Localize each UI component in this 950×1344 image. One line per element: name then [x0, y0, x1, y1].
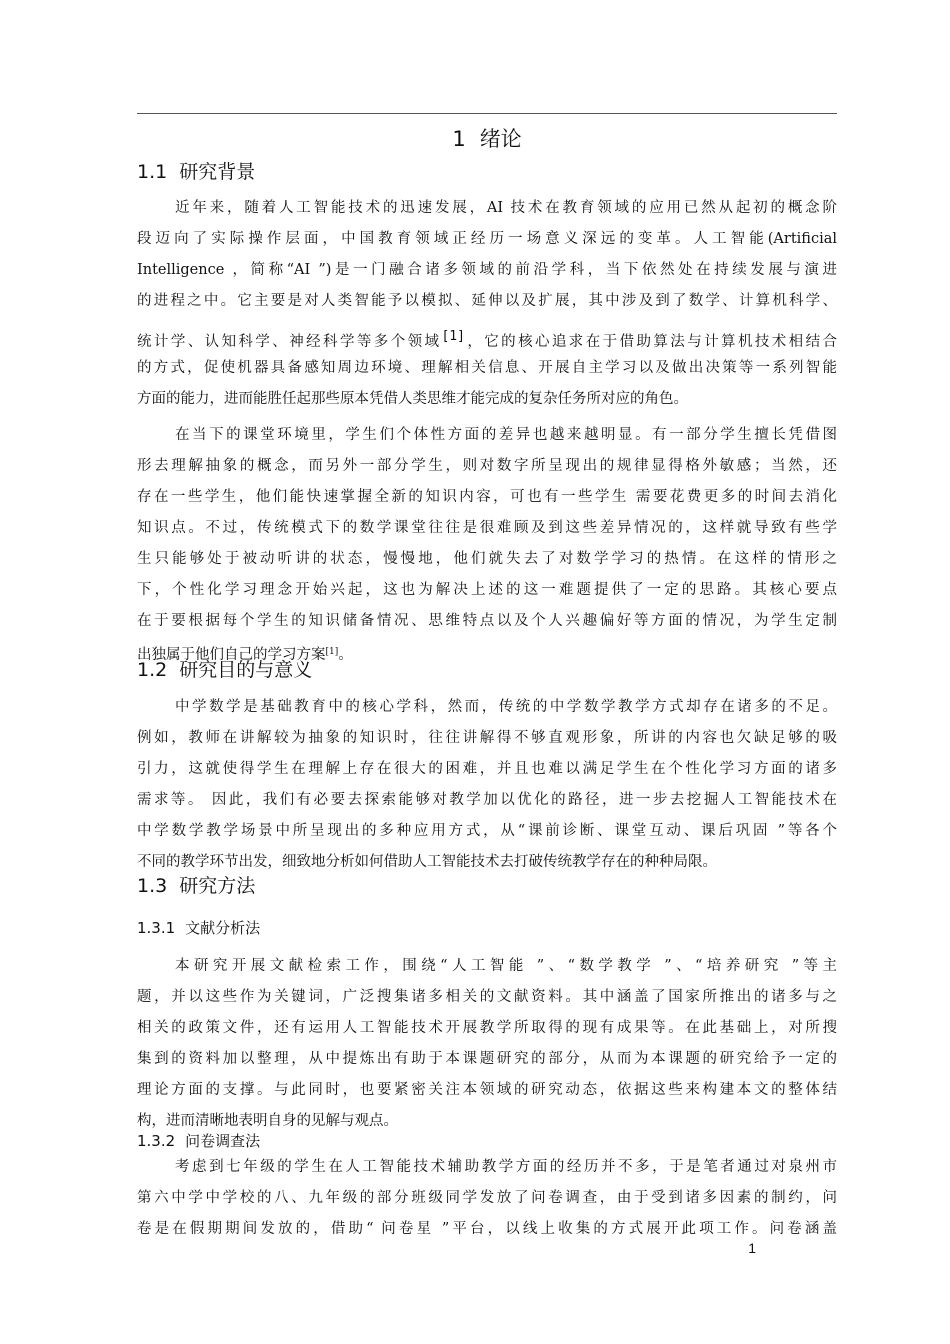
subsection-heading-1-3-2 [137, 1128, 837, 1154]
text-line: 近年来，随着人工智能技术的迅速发展，AI 技术在教育领域的应用已然从起初的概念阶 [175, 200, 837, 216]
text-line: 的方式，促使机器具备感知周边环境、理解相关信息、开展自主学习以及做出决策等一系列智能 [137, 360, 837, 376]
text-line: 相关的政策文件，还有运用人工智能技术开展教学所取得的现有成果等。在此基础上，对所搜 [137, 1020, 837, 1036]
section-heading-1-1 [137, 157, 837, 187]
text-line: 不同的教学环节出发，细致地分析如何借助人工智能技术去打破传统教学存在的种种局限。 [137, 854, 717, 870]
section-number: 1.3 [137, 875, 168, 897]
section-number: 1.1 [137, 161, 168, 183]
page-number: 1 [748, 1240, 756, 1256]
text-line: 本研究开展文献检索工作，围绕“人工智能 ”、“数学教学 ”、“培养研究 ”等主 [175, 958, 837, 974]
text-line: 下，个性化学习理念开始兴起，这也为解决上述的这一难题提供了一定的思路。其核心要点 [137, 582, 837, 598]
text-line: 中学数学是基础教育中的核心学科，然而，传统的中学数学教学方式却存在诸多的不足。 [175, 699, 837, 715]
text-line: 卷是在假期期间发放的，借助“ 问卷星 ”平台，以线上收集的方式展开此项工作。问卷涵盖 [137, 1221, 837, 1237]
citation-ref: [1] [325, 647, 339, 657]
subsection-title: 文献分析法 [185, 919, 261, 937]
paragraph-questionnaire [137, 1152, 837, 1245]
text-fragment: ，它的核心追求在于借助算法与计算机技术相结合 [464, 334, 837, 350]
chapter-heading [137, 122, 837, 156]
subsection-title: 问卷调查法 [185, 1132, 261, 1150]
subsection-heading-1-3-1 [137, 915, 837, 941]
text-line: 第六中学中学校的八、九年级的部分班级同学发放了问卷调查，由于受到诸多因素的制约，问 [137, 1190, 837, 1206]
text-line [137, 317, 837, 353]
text-line: 方面的能力，进而能胜任起那些原本凭借人类思维才能完成的复杂任务所对应的角色。 [137, 391, 688, 407]
citation-ref: [1] [441, 329, 465, 344]
text-line: 题，并以这些作为关键词，广泛搜集诸多相关的文献资料。其中涵盖了国家所推出的诸多与之 [137, 989, 837, 1005]
text-line: 存在一些学生，他们能快速掌握全新的知识内容，可也有一些学生 需要花费更多的时间去消化 [137, 489, 837, 505]
text-fragment: 。 [338, 647, 353, 663]
text-line: 需求等。 因此，我们有必要去探索能够对教学加以优化的路径，进一步去挖掘人工智能技术在 [137, 792, 837, 808]
text-line: 的进程之中。它主要是对人类智能予以模拟、延伸以及扩展，其中涉及到了数学、计算机科学、 [137, 293, 837, 309]
text-line: 集到的资料加以整理，从中提炼出有助于本课题研究的部分，从而为本课题的研究给予一定的 [137, 1051, 837, 1067]
section-title: 研究背景 [179, 161, 256, 183]
paragraph-background-1 [137, 193, 837, 415]
text-line: 形去理解抽象的概念，而另外一部分学生，则对数字所呈现出的规律显得格外敏感；当然，还 [137, 458, 837, 474]
text-line: 知识点。不过，传统模式下的数学课堂往往是很难顾及到这些差异情况的，这样就导致有些学 [137, 520, 837, 536]
chapter-number: 1 [452, 127, 466, 151]
text-line: 理论方面的支撑。与此同时，也要紧密关注本领域的研究动态，依据这些来构建本文的整体结 [137, 1082, 837, 1098]
text-line: Intelligence ，简称“AI ”)是一门融合诸多领域的前沿学科，当下依然处在持续发展与演进 [137, 262, 837, 278]
section-title: 研究方法 [179, 875, 256, 897]
text-fragment: 出独属于他们自己的学习方案 [137, 647, 326, 663]
text-line: 例如，教师在讲解较为抽象的知识时，往往讲解得不够直观形象，所讲的内容也欠缺足够的吸 [137, 730, 837, 746]
section-title: 研究目的与意义 [179, 659, 313, 681]
text-line: 构，进而清晰地表明自身的见解与观点。 [137, 1113, 398, 1129]
paragraph-background-2 [137, 420, 837, 668]
subsection-number: 1.3.1 [137, 919, 176, 937]
paragraph-purpose [137, 692, 837, 878]
subsection-number: 1.3.2 [137, 1132, 176, 1150]
chapter-title: 绪论 [479, 127, 522, 151]
text-line: 在于要根据每个学生的知识储备情况、思维特点以及个人兴趣偏好等方面的情况，为学生定制 [137, 613, 837, 629]
text-line: 考虑到七年级的学生在人工智能技术辅助教学方面的经历并不多，于是笔者通过对泉州市 [175, 1159, 837, 1175]
text-line: 中学数学教学场景中所呈现出的多种应用方式，从“课前诊断、课堂互动、课后巩固 ”等各个 [137, 823, 837, 839]
paragraph-literature [137, 951, 837, 1137]
text-line: 在当下的课堂环境里，学生们个体性方面的差异也越来越明显。有一部分学生擅长凭借图 [175, 427, 837, 443]
text-fragment: 统计学、认知科学、神经科学等多个领域 [137, 334, 442, 350]
section-heading-1-3 [137, 871, 837, 901]
text-line: 生只能够处于被动听讲的状态，慢慢地，他们就失去了对数学学习的热情。在这样的情形之 [137, 551, 837, 567]
text-line: 段迈向了实际操作层面，中国教育领域正经历一场意义深远的变革。人工智能(Artificial [137, 231, 837, 247]
text-line: 引力，这就使得学生在理解上存在很大的困难，并且也难以满足学生在个性化学习方面的诸多 [137, 761, 837, 777]
section-heading-1-2 [137, 655, 837, 685]
section-number: 1.2 [137, 659, 168, 681]
header-rule [137, 113, 837, 114]
